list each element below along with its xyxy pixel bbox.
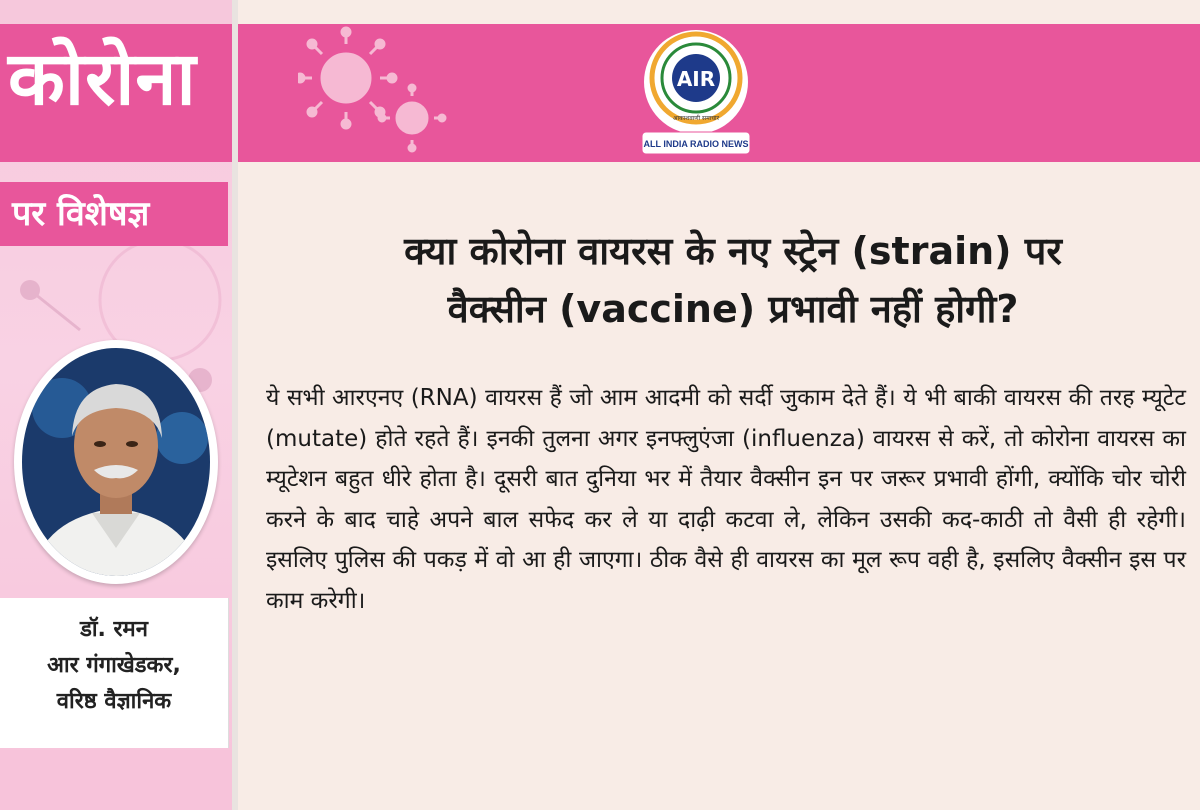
headline-line2: वैक्सीन (vaccine) प्रभावी नहीं होगी? [447,287,1019,331]
virus-icon [298,24,598,162]
expert-portrait [14,340,218,584]
logo-letters: AIR [676,67,716,91]
section-title: कोरोना [8,36,197,122]
left-footer-band [0,750,232,810]
content-panel [238,0,1200,810]
expert-name-card [0,598,229,748]
left-panel [0,0,232,810]
air-logo-icon [640,28,752,160]
expert-name-line2: आर गंगाखेडकर, [47,653,181,678]
title-band [0,24,232,162]
logo-tagline: आकाशवाणी समाचार [672,115,720,122]
section-subtitle: पर विशेषज्ञ [12,194,150,234]
logo-label: ALL INDIA RADIO NEWS [643,139,749,149]
subtitle-band [0,182,228,246]
expert-name-line1: डॉ. रमन [80,617,148,642]
headline-line1: क्या कोरोना वायरस के नए स्ट्रेन (strain) पर [404,229,1062,273]
body-text: ये सभी आरएनए (RNA) वायरस हैं जो आम आदमी को सर्दी जुकाम देते हैं। ये भी बाकी वायरस की तरह म्यूटेट (mutate) होते रहते हैं। इनकी तुलना अगर इनफ्लुएंजा (influenza) वायरस से करें, तो कोरोना वायरस का म्यूटेशन बहुत धीरे होता है। दूसरी बात दुनिया भर में तैयार वैक्सीन इन पर जरूर प्रभावी होंगी, क्योंकि चोर चोरी करने के बाद चाहे अपने बाल सफेद कर ले या दाढ़ी कटवा ले, लेकिन उसकी कद-काठी तो वैसी ही रहेगी। इसलिए पुलिस की पकड़ में वो आ ही जाएगा। ठीक वैसे ही वायरस का मूल रूप वही है, इसलिए वैक्सीन इस पर काम करेगी। [266,385,1186,614]
expert-designation: वरिष्ठ वैज्ञानिक [56,689,172,714]
headline [298,222,1168,338]
